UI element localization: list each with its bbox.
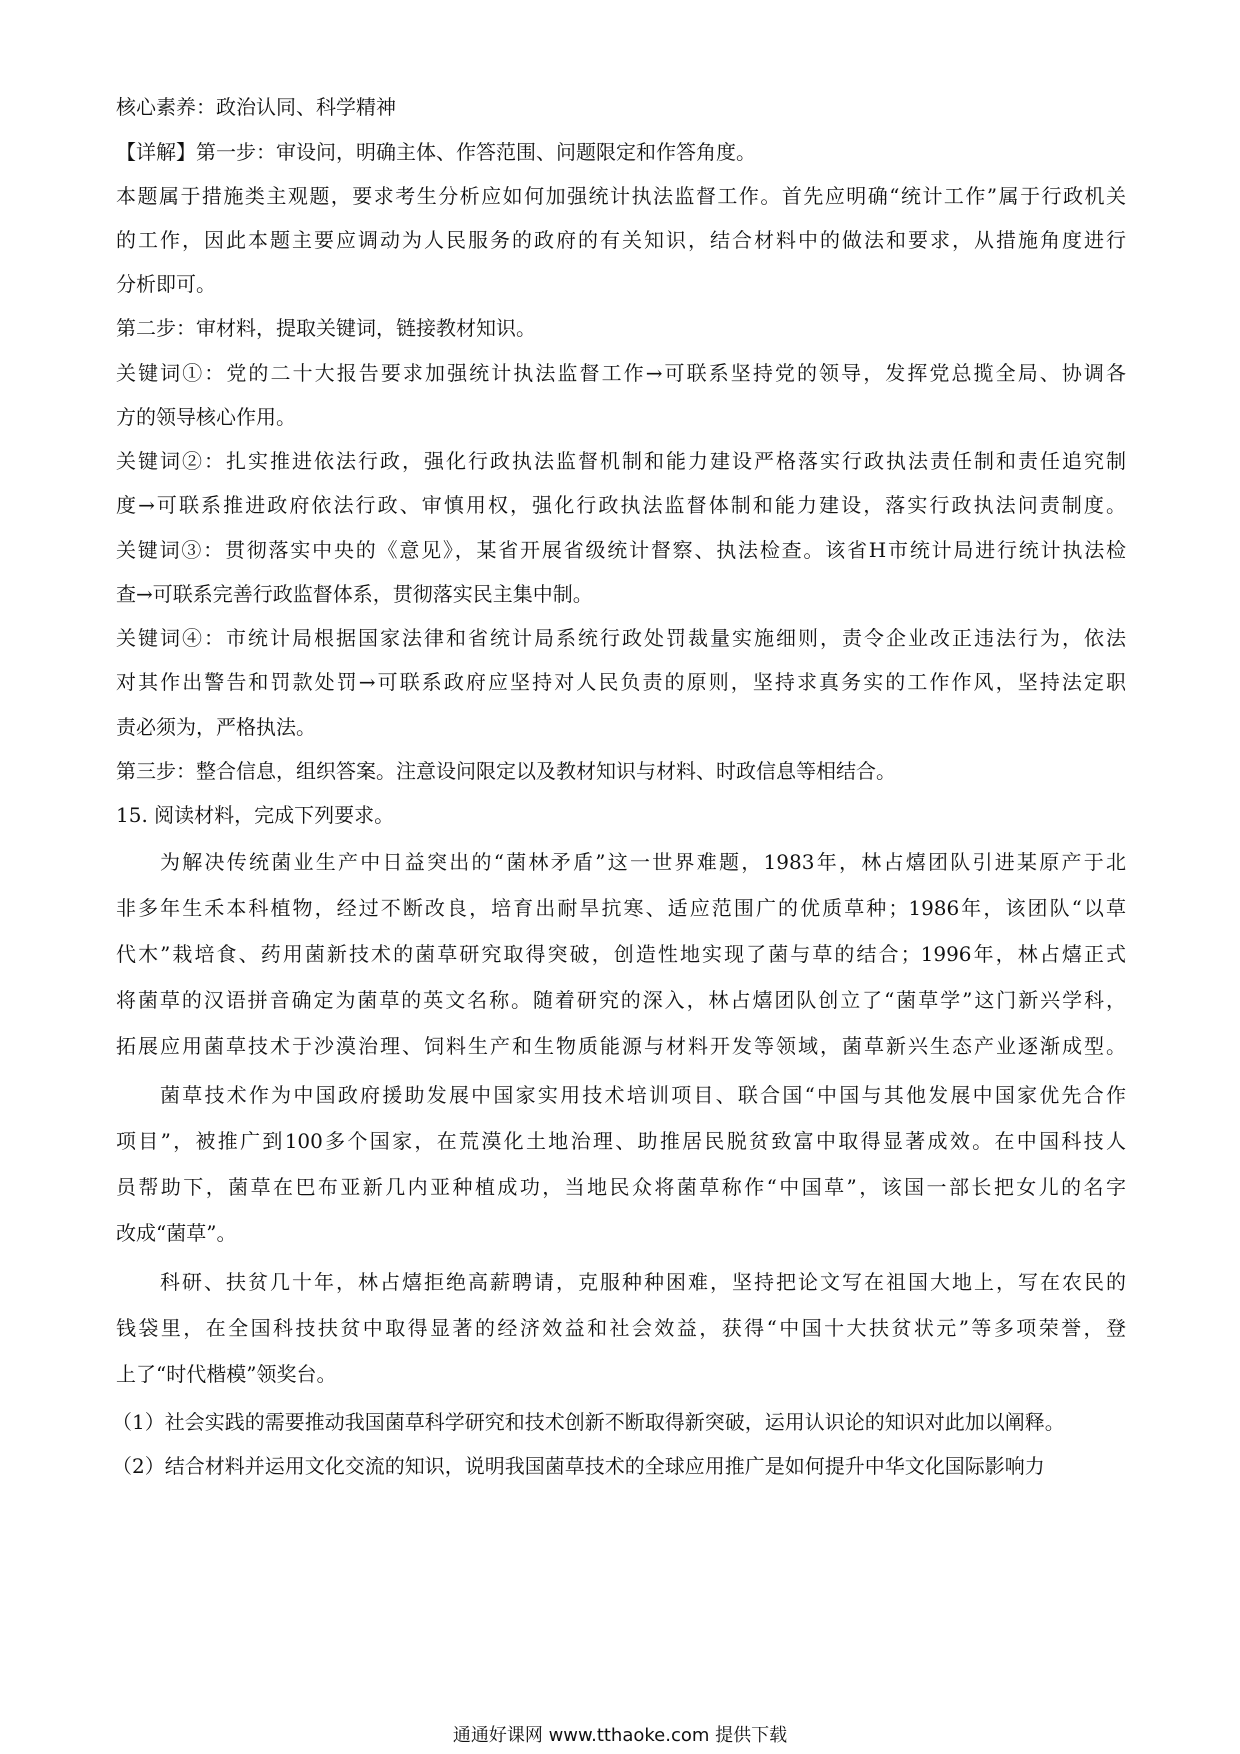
- paragraph-1-line-2: 非多年生禾本科植物，经过不断改良，培育出耐旱抗寒、适应范围广的优质草种；1986年，该团队“以草: [116, 896, 1126, 920]
- paragraph-1-line-1: 为解决传统菌业生产中日益突出的“菌林矛盾”这一世界难题，1983年，林占熺团队引进某原产于北: [160, 850, 1126, 874]
- page-footer: 通通好课网 www.tthaoke.com 提供下载: [452, 1725, 788, 1746]
- paragraph-3-line-3: 上了“时代楷模”领奖台。: [116, 1362, 337, 1386]
- text-line-7: 关键词①：党的二十大报告要求加强统计执法监督工作→可联系坚持党的领导，发挥党总揽全局、协调各: [116, 361, 1126, 385]
- text-line-9: 关键词②：扎实推进依法行政，强化行政执法监督机制和能力建设严格落实行政执法责任制和责任追究制: [116, 449, 1126, 473]
- text-line-15: 责必须为，严格执法。: [116, 715, 316, 739]
- text-line-3: 本题属于措施类主观题，要求考生分析应如何加强统计执法监督工作。首先应明确“统计工作”属于行政机关: [116, 184, 1126, 208]
- text-line-6: 第二步：审材料，提取关键词，链接教材知识。: [116, 316, 536, 340]
- sub-question-2: （2）结合材料并运用文化交流的知识，说明我国菌草技术的全球应用推广是如何提升中华文化国际影响力: [112, 1454, 1045, 1478]
- text-line-5: 分析即可。: [116, 272, 216, 296]
- paragraph-1-line-4: 将菌草的汉语拼音确定为菌草的英文名称。随着研究的深入，林占熺团队创立了“菌草学”这门新兴学科，: [116, 988, 1126, 1012]
- text-line-8: 方的领导核心作用。: [116, 405, 296, 429]
- text-line-13: 关键词④：市统计局根据国家法律和省统计局系统行政处罚裁量实施细则，责令企业改正违法行为，依法: [116, 626, 1126, 650]
- paragraph-2-line-1: 菌草技术作为中国政府援助发展中国家实用技术培训项目、联合国“中国与其他发展中国家优先合作: [160, 1083, 1126, 1107]
- paragraph-3-line-1: 科研、扶贫几十年，林占熺拒绝高薪聘请，克服种种困难，坚持把论文写在祖国大地上，写在农民的: [160, 1270, 1126, 1294]
- text-line-10: 度→可联系推进政府依法行政、审慎用权，强化行政执法监督体制和能力建设，落实行政执法问责制度。: [116, 493, 1126, 517]
- question-15-heading: 15. 阅读材料，完成下列要求。: [116, 803, 395, 827]
- paragraph-2-line-3: 员帮助下，菌草在巴布亚新几内亚种植成功，当地民众将菌草称作“中国草”，该国一部长把女儿的名字: [116, 1175, 1126, 1199]
- paragraph-2-line-2: 项目”，被推广到100多个国家，在荒漠化土地治理、助推居民脱贫致富中取得显著成效。在中国科技人: [116, 1129, 1126, 1153]
- text-line-16: 第三步：整合信息，组织答案。注意设问限定以及教材知识与材料、时政信息等相结合。: [116, 759, 896, 783]
- text-line-1: 核心素养：政治认同、科学精神: [116, 95, 396, 119]
- text-line-12: 查→可联系完善行政监督体系，贯彻落实民主集中制。: [116, 582, 593, 606]
- text-line-11: 关键词③：贯彻落实中央的《意见》，某省开展省级统计督察、执法检查。该省H市统计局进行统计执法检: [116, 538, 1126, 562]
- paragraph-1-line-5: 拓展应用菌草技术于沙漠治理、饲料生产和生物质能源与材料开发等领域，菌草新兴生态产业逐渐成型。: [116, 1034, 1126, 1058]
- paragraph-1-line-3: 代木”栽培食、药用菌新技术的菌草研究取得突破，创造性地实现了菌与草的结合；1996年，林占熺正式: [116, 942, 1126, 966]
- paragraph-3-line-2: 钱袋里，在全国科技扶贫中取得显著的经济效益和社会效益，获得“中国十大扶贫状元”等多项荣誉，登: [116, 1316, 1126, 1340]
- text-line-2: 【详解】第一步：审设问，明确主体、作答范围、问题限定和作答角度。: [116, 140, 756, 164]
- text-line-4: 的工作，因此本题主要应调动为人民服务的政府的有关知识，结合材料中的做法和要求，从措施角度进行: [116, 228, 1126, 252]
- sub-question-1: （1）社会实践的需要推动我国菌草科学研究和技术创新不断取得新突破，运用认识论的知识对此加以阐释。: [112, 1410, 1065, 1434]
- paragraph-2-line-4: 改成“菌草”。: [116, 1221, 237, 1245]
- text-line-14: 对其作出警告和罚款处罚→可联系政府应坚持对人民负责的原则，坚持求真务实的工作作风，坚持法定职: [116, 670, 1126, 694]
